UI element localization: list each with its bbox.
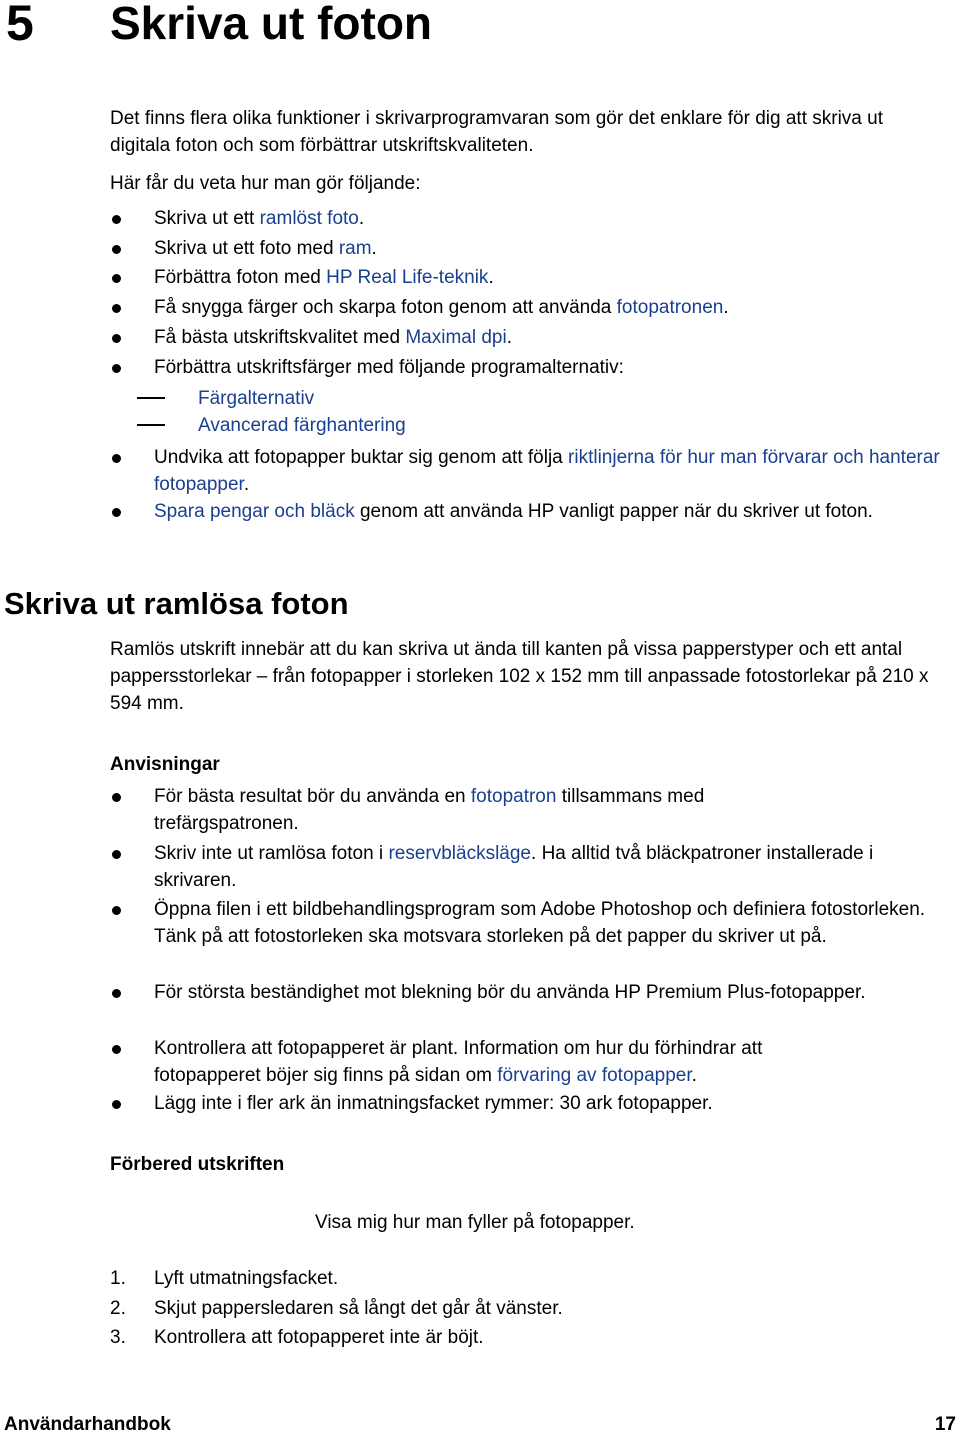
step-text: Lyft utmatningsfacket. bbox=[154, 1268, 339, 1289]
link-reservblackslage[interactable]: reservbläcksläge bbox=[388, 843, 532, 864]
list-item: För bästa resultat bör du använda en fotopatron tillsammans med trefärgspatronen. bbox=[154, 786, 705, 834]
list-item: Förbättra foton med HP Real Life-teknik. bbox=[154, 267, 494, 288]
list-item: Skriv inte ut ramlösa foton i reservbläcksläge. Ha alltid två bläckpatroner installerade i skrivaren. bbox=[154, 843, 874, 891]
chapter-title: Skriva ut foton bbox=[110, 0, 433, 49]
bullet-icon bbox=[112, 989, 121, 998]
link-fotopatron[interactable]: fotopatron bbox=[470, 786, 557, 807]
step-number: 1. bbox=[110, 1268, 126, 1289]
section-paragraph: Ramlös utskrift innebär att du kan skriva ut ända till kanten på vissa papperstyper och ett antal pappersstorlekar – från fotopapper i storleken 102 x 152 mm till anpassade fotostorlekar på 210 x 594 mm. bbox=[110, 639, 929, 714]
show-me-link[interactable]: Visa mig hur man fyller på fotopapper. bbox=[315, 1212, 635, 1233]
list-item: För största beständighet mot blekning bör du använda HP Premium Plus-fotopapper. bbox=[154, 982, 866, 1003]
link-hp-real-life[interactable]: HP Real Life-teknik bbox=[326, 267, 489, 288]
bullet-icon bbox=[112, 274, 121, 283]
bullet-icon bbox=[112, 793, 121, 802]
guidelines-heading: Anvisningar bbox=[110, 754, 220, 775]
list-item: Få bästa utskriftskvalitet med Maximal dpi. bbox=[154, 327, 512, 348]
bullet-icon bbox=[112, 508, 121, 517]
step-number: 2. bbox=[110, 1298, 126, 1319]
link-fotopatronen[interactable]: fotopatronen bbox=[616, 297, 724, 318]
bullet-icon bbox=[112, 334, 121, 343]
step-text: Kontrollera att fotopapperet inte är böjt. bbox=[154, 1327, 484, 1348]
link-ramlost-foto[interactable]: ramlöst foto bbox=[259, 208, 359, 229]
list-item: Kontrollera att fotopapperet är plant. Information om hur du förhindrar att fotopapperet böjer sig finns på sidan om förvaring av fotopapper. bbox=[154, 1038, 763, 1086]
link-maximal-dpi[interactable]: Maximal dpi bbox=[405, 327, 507, 348]
list-item: Skriva ut ett ramlöst foto. bbox=[154, 208, 365, 229]
page-number: 17 bbox=[934, 1414, 956, 1435]
link-ram[interactable]: ram bbox=[338, 238, 372, 259]
bullet-icon bbox=[112, 1100, 121, 1109]
chapter-number: 5 bbox=[6, 0, 34, 51]
intro-lead: Här får du veta hur man gör följande: bbox=[110, 173, 421, 194]
list-item: Få snygga färger och skarpa foton genom att använda fotopatronen. bbox=[154, 297, 729, 318]
bullet-icon bbox=[112, 304, 121, 313]
bullet-icon bbox=[112, 906, 121, 915]
dash-icon bbox=[137, 397, 165, 399]
dash-icon bbox=[137, 424, 165, 426]
prep-heading: Förbered utskriften bbox=[110, 1154, 285, 1175]
link-spara-pengar[interactable]: Spara pengar och bläck bbox=[154, 501, 355, 522]
list-item: Spara pengar och bläck genom att använda HP vanligt papper när du skriver ut foton. bbox=[154, 501, 873, 522]
step-text: Skjut pappersledaren så långt det går åt vänster. bbox=[154, 1298, 563, 1319]
intro-paragraph: Det finns flera olika funktioner i skrivarprogramvaran som gör det enklare för dig att skriva ut digitala foton och som förbättrar utskriftskvaliteten. bbox=[110, 108, 883, 156]
list-item: Lägg inte i fler ark än inmatningsfacket rymmer: 30 ark fotopapper. bbox=[154, 1093, 713, 1114]
link-avancerad-farghantering[interactable]: Avancerad färghantering bbox=[198, 415, 406, 436]
list-item: Förbättra utskriftsfärger med följande programalternativ: bbox=[154, 357, 624, 378]
link-fargalternativ[interactable]: Färgalternativ bbox=[198, 388, 315, 409]
bullet-icon bbox=[112, 215, 121, 224]
bullet-icon bbox=[112, 454, 121, 463]
bullet-icon bbox=[112, 1045, 121, 1054]
section-title: Skriva ut ramlösa foton bbox=[4, 586, 349, 621]
list-item: Skriva ut ett foto med ram. bbox=[154, 238, 377, 259]
link-forvaring-fotopapper[interactable]: förvaring av fotopapper bbox=[497, 1065, 692, 1086]
bullet-icon bbox=[112, 364, 121, 373]
step-number: 3. bbox=[110, 1327, 126, 1348]
bullet-icon bbox=[112, 245, 121, 254]
footer-title: Användarhandbok bbox=[4, 1414, 171, 1435]
link-riktlinjer[interactable]: riktlinjerna för hur man förvarar och hanterar fotopapper bbox=[154, 447, 940, 495]
list-item: Undvika att fotopapper buktar sig genom att följa riktlinjerna för hur man förvarar och hanterar fotopapper. bbox=[154, 447, 940, 495]
list-item: Öppna filen i ett bildbehandlingsprogram som Adobe Photoshop och definiera fotostorleken. Tänk på att fotostorleken ska motsvara storleken på det papper du skriver ut på. bbox=[154, 899, 926, 947]
bullet-icon bbox=[112, 850, 121, 859]
